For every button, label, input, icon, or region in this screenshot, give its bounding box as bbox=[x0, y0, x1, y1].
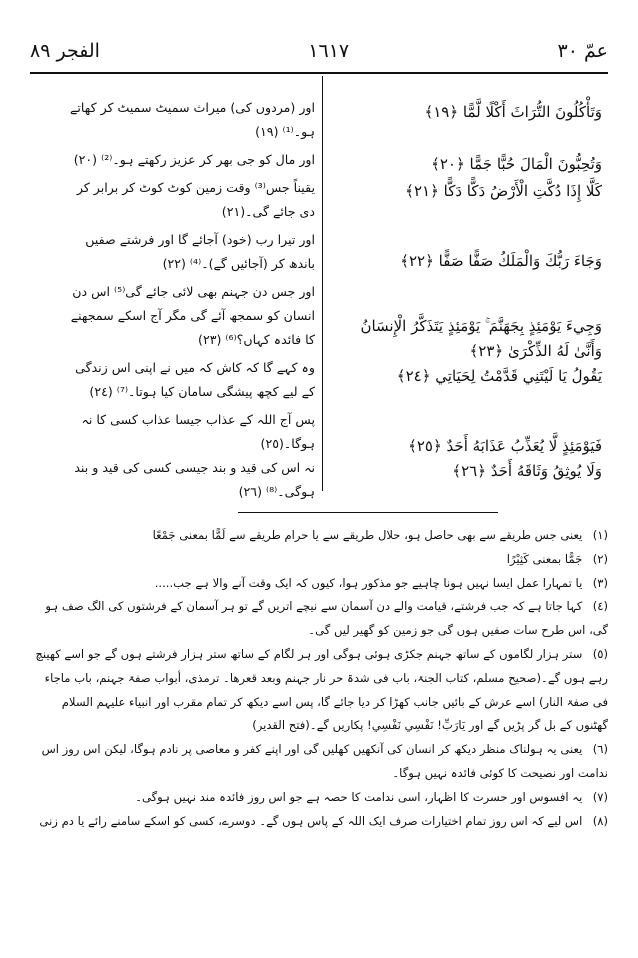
arabic-ayah: وَلَا يُوثِقُ وَثَاقَهُ أَحَدٌ ﴿٢٦﴾ bbox=[452, 462, 602, 480]
urdu-translation-column bbox=[60, 96, 315, 508]
footnote-text: یعنی جس طریقے سے بھی حاصل ہو، حلال طریقے سے یا حرام طریقے سے لَمًّا بمعنی جَمْعًا bbox=[152, 528, 583, 542]
footnote-number: (٦) bbox=[592, 742, 608, 757]
footnote-text: جَمًّا بمعنی کَثِیْرًا bbox=[506, 551, 583, 566]
header-divider bbox=[30, 72, 608, 74]
footnote-text: یہ افسوس اور حسرت کا اظہار، اسی ندامت کا حصہ ہے جو اس روز فائدہ مند نہیں ہوگی۔ bbox=[135, 789, 583, 804]
translation-verse: اور مال کو جی بھر کر عزیز رکھتے ہو۔⁽²⁾ (٢٠) bbox=[73, 152, 315, 167]
translation-verse: اور جس دن جہنم بھی لائی جائے گی⁽⁵⁾ اس دن انسان کو سمجھ آئے گی مگر آج اسکے سمجھنے کا فائدہ کہاں؟⁽⁶⁾ (٢٣) bbox=[70, 284, 315, 347]
page-header bbox=[30, 34, 608, 68]
translation-verse: اور (مردوں کی) میراث سمیٹ سمیٹ کر کھاتے ہو۔⁽¹⁾ (١٩) bbox=[70, 100, 315, 139]
footnote-divider bbox=[238, 512, 498, 513]
footnote bbox=[30, 572, 608, 596]
footnote-number: (١) bbox=[592, 528, 608, 542]
footnote bbox=[30, 810, 608, 834]
footnote-number: (٧) bbox=[592, 789, 608, 804]
arabic-ayah: وَتُحِبُّونَ الْمَالَ حُبًّا جَمًّا ﴿٢٠﴾ bbox=[431, 155, 602, 173]
footnote-text: یا تمہارا عمل ایسا نہیں ہونا چاہیے جو مذکور ہوا، کیوں کہ ایک وقت آنے والا ہے جب..... bbox=[154, 575, 583, 590]
translation-verse: نہ اس کی قید و بند جیسی کسی کی قید و بند ہوگی۔⁽⁸⁾ (٢٦) bbox=[74, 460, 315, 499]
arabic-ayah: وَجَاءَ رَبُّكَ وَالْمَلَكُ صَفًّا صَفًّا ﴿٢٢﴾ bbox=[400, 252, 602, 270]
footnote-number: (٤) bbox=[592, 599, 608, 614]
page-number: ١٦١٧ bbox=[308, 40, 350, 62]
surah-name: الفجر ٨٩ bbox=[30, 40, 100, 62]
translation-verse: اور تیرا رب (خود) آجائے گا اور فرشتے صفیں باندھ کر (آجائیں گے)۔⁽⁴⁾ (٢٢) bbox=[85, 232, 315, 271]
arabic-ayah: وَجِيءَ يَوْمَئِذٍ بِجَهَنَّمَ ۚ يَوْمَئِذٍ يَتَذَكَّرُ الْإِنسَانُ bbox=[360, 317, 602, 335]
footnote-text: ستر ہزار لگاموں کے ساتھ جہنم جکڑی ہوئی ہوگی اور ہر لگام کے ساتھ ستر ہزار فرشتے ہوں گے جو اسے کھینچ رہے ہوں گے۔(صحیح مسلم، کتاب الجنۃ، باب فی شدۃ حر نار جہنم وبعد قعرھا۔ ترمذی، أبواب صفۃ جہنم، باب ماجاء فی صفۃ النار) اسے عرش کے بائیں جانب کھڑا کر دیا جائے گا، پس اسے دیکھ کر تمام مقرب اور انبیاء علیہم السلام گھٹنوں کے بل گر پڑیں گے اور یَارَبِّ! نَفْسِي نَفْسِي! پکاریں گے۔(فتح القدیر) bbox=[35, 646, 608, 733]
juz-name: عمّ ٣٠ bbox=[557, 40, 608, 62]
arabic-ayah: يَقُولُ يَا لَيْتَنِي قَدَّمْتُ لِحَيَاتِي ﴿٢٤﴾ bbox=[396, 367, 602, 385]
footnote bbox=[30, 548, 608, 572]
footnote bbox=[30, 524, 608, 548]
arabic-ayah: فَيَوْمَئِذٍ لَّا يُعَذِّبُ عَذَابَهُ أَحَدٌ ﴿٢٥﴾ bbox=[408, 437, 602, 455]
footnote bbox=[30, 738, 608, 786]
arabic-text-column bbox=[330, 100, 602, 484]
footnote-text: کہا جاتا ہے کہ جب فرشتے، قیامت والے دن آسمان سے نیچے اتریں گے تو ہر آسمان کے فرشتوں کی الگ صف ہو گی، اس طرح سات صفیں ہوں گی جو زمین کو گھیر لیں گی۔ bbox=[45, 599, 608, 638]
footnote bbox=[30, 643, 608, 738]
arabic-ayah: وَأَنَّىٰ لَهُ الذِّكْرَىٰ ﴿٢٣﴾ bbox=[469, 342, 602, 360]
translation-verse: پس آج اللہ کے عذاب جیسا عذاب کسی کا نہ ہوگا۔(٢٥) bbox=[81, 412, 315, 451]
translation-verse: وہ کہے گا کہ کاش کہ میں نے اپنی اس زندگی کے لیے کچھ پیشگی سامان کیا ہوتا۔⁽⁷⁾ (٢٤) bbox=[75, 360, 315, 399]
footnote bbox=[30, 595, 608, 643]
footnote-number: (٥) bbox=[592, 646, 608, 661]
arabic-ayah: كَلَّا إِذَا دُكَّتِ الْأَرْضُ دَكًّا دَكًّا ﴿٢١﴾ bbox=[405, 182, 602, 200]
translation-verse: یقیناً جس⁽³⁾ وقت زمین کوٹ کوٹ کر برابر کر دی جائے گی۔(٢١) bbox=[76, 180, 315, 219]
footnote-text: اس لیے کہ اس روز تمام اختیارات صرف ایک اللہ کے پاس ہوں گے۔ دوسرے، کسی کو اسکے سامنے رائے یا دم زنی bbox=[39, 813, 583, 828]
footnote-text: یعنی یہ ہولناک منظر دیکھ کر انسان کی آنکھیں کھلیں گی اور اپنے کفر و معاصی پر نادم ہوگا، لیکن اس روز اس ندامت اور نصیحت کا کوئی فائدہ نہیں ہوگا۔ bbox=[41, 742, 608, 780]
footnote-number: (٣) bbox=[592, 575, 608, 590]
column-divider bbox=[322, 76, 323, 491]
footnote-number: (٢) bbox=[592, 551, 608, 566]
footnotes-section bbox=[30, 524, 608, 833]
arabic-ayah: وَتَأْكُلُونَ التُّرَاثَ أَكْلًا لَّمًّا ﴿١٩﴾ bbox=[424, 103, 602, 121]
footnote-number: (٨) bbox=[592, 813, 608, 828]
footnote bbox=[30, 786, 608, 810]
